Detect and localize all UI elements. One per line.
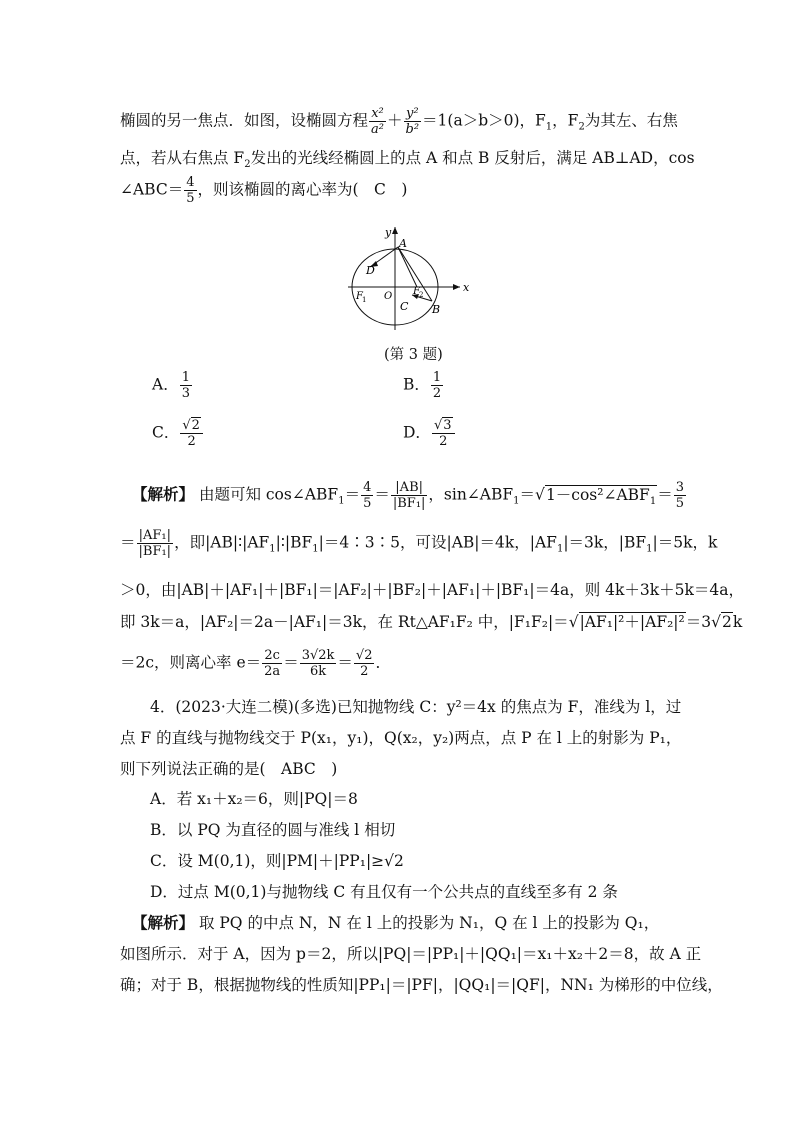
analysis3-line-4: 即 3k＝a，|AF₂|＝2a－|AF₁|＝3k，在 Rt△AF₁F₂ 中，|F₁F₂|＝√|AF₁|²＋|AF₂|²＝3√2k bbox=[120, 613, 743, 631]
option-d[interactable]: D． $\frac{√3}{2}$ bbox=[403, 418, 456, 449]
text: 为其左、右焦 bbox=[584, 111, 678, 130]
option-b[interactable]: B． $\frac{1}{2}$ bbox=[403, 370, 442, 401]
figure-caption: (第 3 题) bbox=[384, 347, 443, 363]
fraction: $\frac{4}{5}$ bbox=[186, 175, 195, 206]
svg-text:1: 1 bbox=[362, 296, 367, 304]
text: ，F bbox=[552, 111, 579, 130]
svg-text:2: 2 bbox=[419, 291, 424, 299]
q4-line-3: 则下列说法正确的是( ABC ) bbox=[120, 760, 338, 778]
q3-line-3: ∠ABC＝ $\frac{4}{5}$ ，则该椭圆的离心率为( C ) bbox=[120, 175, 408, 206]
analysis4-line-3: 确；对于 B，根据抛物线的性质知|PP₁|＝|PF|，|QQ₁|＝|QF|，NN₁ 为梯形的中位线， bbox=[120, 976, 723, 994]
ellipse-figure bbox=[340, 225, 470, 335]
q4-option-d[interactable]: D．过点 M(0,1)与抛物线 C 有且仅有一个公共点的直线至多有 2 条 bbox=[150, 883, 618, 901]
q4-line-2: 点 F 的直线与抛物线交于 P(x₁，y₁)，Q(x₂，y₂)两点，点 P 在 l 上的射影为 P₁， bbox=[120, 729, 682, 747]
option-c[interactable]: C． $\frac{√2}{2}$ bbox=[152, 418, 204, 449]
svg-text:y: y bbox=[385, 226, 392, 239]
analysis3-line-3: ＞0，由|AB|＋|AF₁|＋|BF₁|＝|AF₂|＋|BF₂|＋|AF₁|＋|BF₁|＝4a，则 4k＋3k＋5k＝4a， bbox=[120, 581, 745, 599]
fraction: $\frac{\text{y²}}{\text{b²}}$ bbox=[405, 106, 420, 137]
svg-text:C: C bbox=[400, 300, 409, 313]
q3-line-1: 椭圆的另一焦点．如图，设椭圆方程 $\frac{\text{x²}}{\text{a²}}$ ＋ $\frac{\text{y²}}{\text{b²}}$ ＝1(a＞b＞0)，$F_1$，$F_2$为其左、右焦 bbox=[120, 106, 678, 137]
svg-text:F: F bbox=[356, 291, 363, 302]
analysis3-line-2: ＝ $\frac{\text{|AF₁|}}{\text{|BF₁|}}$ ，即$|AB|∶|AF_1|∶|BF_1|=4∶3∶5$，可设|AB|＝4k，$|AF_1|=3k$，$|BF_1|=5k$，k bbox=[120, 528, 718, 559]
analysis4-line-1: 【解析】 取 PQ 的中点 N，N 在 l 上的投影为 N₁，Q 在 l 上的投影为 Q₁， bbox=[132, 913, 660, 932]
q4-option-c[interactable]: C．设 M(0,1)，则|PM|＋|PP₁|≥√2 bbox=[150, 852, 404, 870]
fraction: $\frac{\text{x²}}{\text{a²}}$ bbox=[371, 106, 384, 137]
q4-option-a[interactable]: A．若 x₁＋x₂＝6，则|PQ|＝8 bbox=[150, 790, 358, 808]
svg-text:D: D bbox=[366, 264, 375, 277]
svg-text:A: A bbox=[399, 237, 407, 250]
svg-text:x: x bbox=[463, 281, 470, 294]
q3-line-2: 点，若从右焦点 $F_2$发出的光线经椭圆上的点 A 和点 B 反射后，满足 AB⊥AD，cos bbox=[120, 149, 695, 171]
analysis3-line-1: 【解析】 由题可知 $\cos\angle ABF_1=$ $\frac{4}{5}$ ＝ $\frac{|AB|}{\text{|BF₁|}}$ ，$\sin\angle ABF_1=√1-\cos^2\angle ABF_1=$ $\frac{3}{5}$ bbox=[132, 480, 684, 511]
q4-line-1: 4．(2023·大连二模)(多选)已知抛物线 C：y²＝4x 的焦点为 F，准线为 l，过 bbox=[150, 698, 682, 716]
analysis3-line-5: ＝2c，则离心率 e＝ $\frac{2c}{2a}$ ＝ $\frac{3√2k}{6k}$ ＝ $\frac{√2}{2}$ ． bbox=[120, 648, 391, 679]
option-a[interactable]: A． $\frac{1}{3}$ bbox=[152, 370, 190, 401]
svg-text:O: O bbox=[384, 291, 393, 302]
analysis4-line-2: 如图所示．对于 A，因为 p＝2，所以|PQ|＝|PP₁|＋|QQ₁|＝x₁＋x₂＋2＝8，故 A 正 bbox=[120, 945, 702, 963]
svg-text:B: B bbox=[432, 303, 441, 316]
text: ＝1(a＞b＞0)，F bbox=[422, 111, 546, 130]
svg-text:F: F bbox=[413, 286, 420, 297]
text: 椭圆的另一焦点．如图，设椭圆方程 bbox=[120, 111, 369, 130]
q4-option-b[interactable]: B．以 PQ 为直径的圆与准线 l 相切 bbox=[150, 821, 396, 839]
